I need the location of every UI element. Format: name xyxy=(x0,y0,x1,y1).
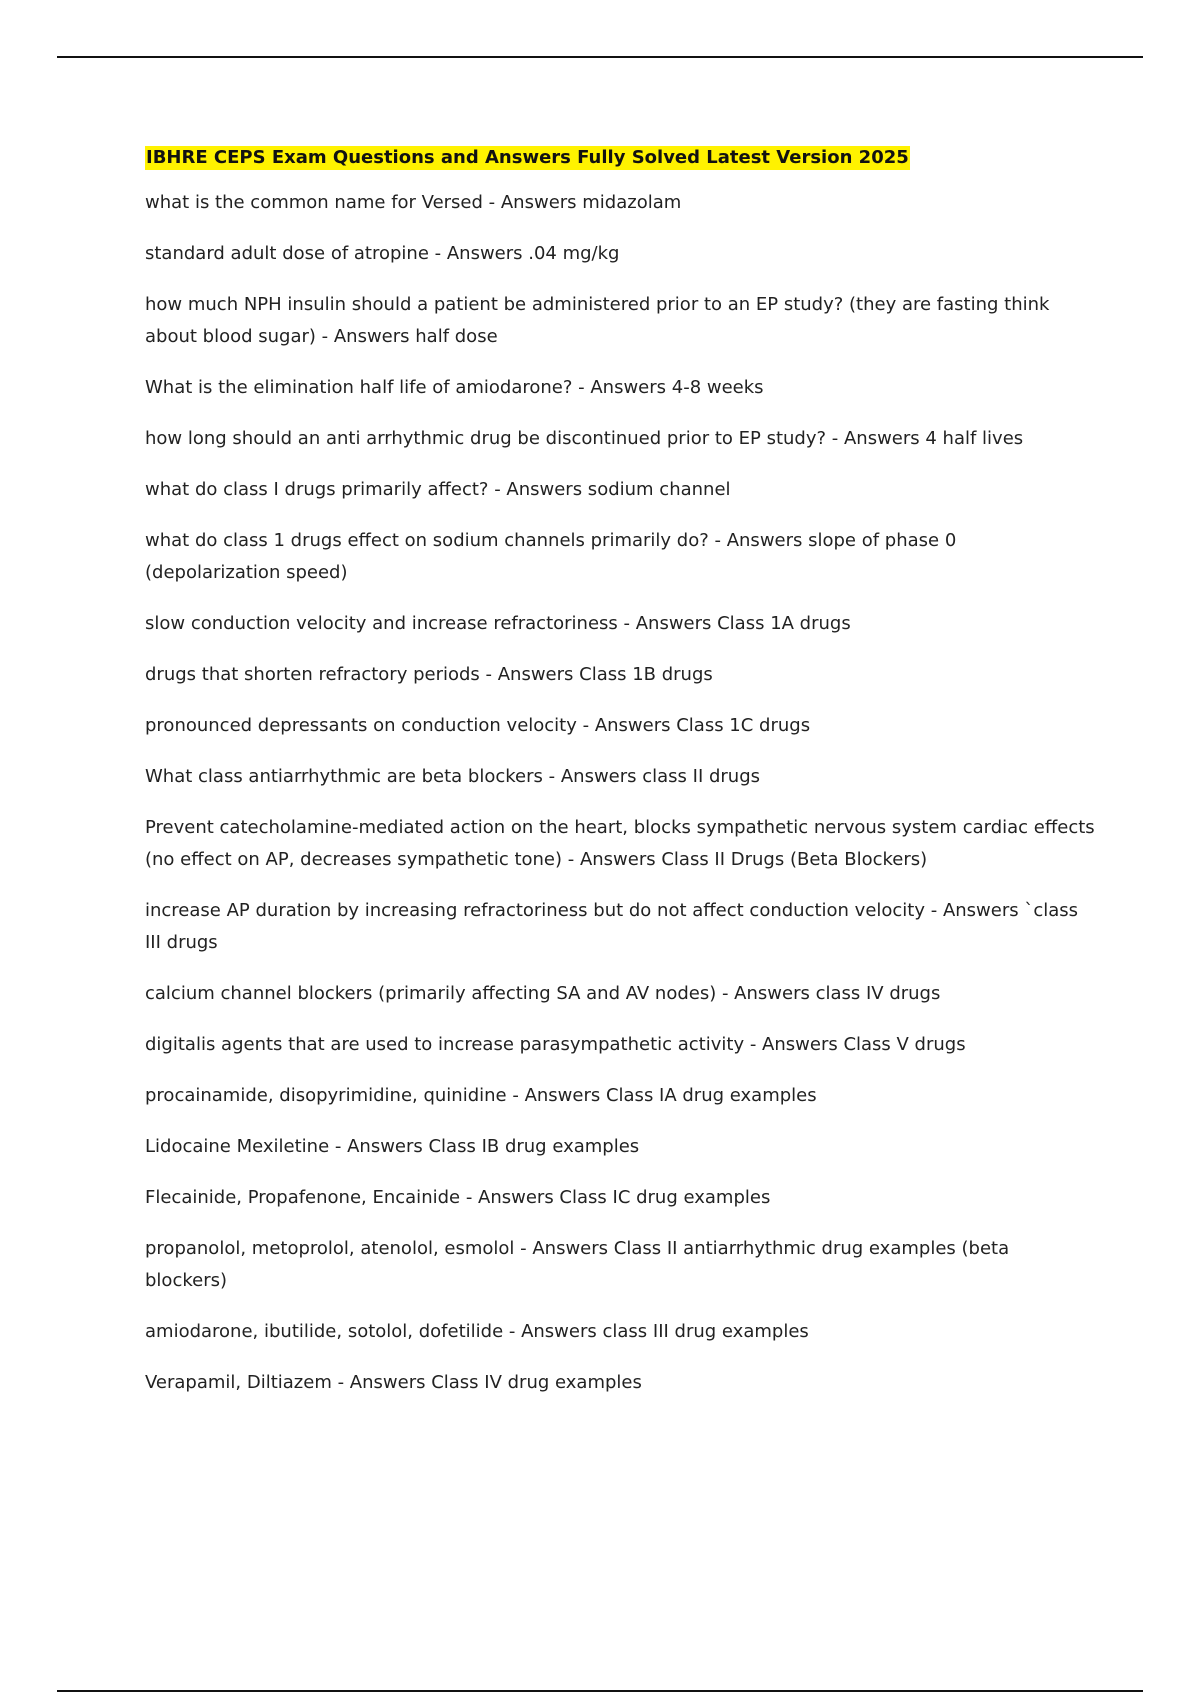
qa-item: what do class 1 drugs effect on sodium channels primarily do? - Answers slope of phase 0 (depolarization speed) xyxy=(145,530,957,583)
qa-item: digitalis agents that are used to increase parasympathetic activity - Answers Class V drugs xyxy=(145,1034,966,1055)
qa-item: propanolol, metoprolol, atenolol, esmolol - Answers Class II antiarrhythmic drug examples (beta blockers) xyxy=(145,1238,1010,1291)
qa-item: What class antiarrhythmic are beta blockers - Answers class II drugs xyxy=(145,766,761,787)
qa-list xyxy=(145,187,1095,1399)
qa-item: What is the elimination half life of amiodarone? - Answers 4-8 weeks xyxy=(145,377,764,398)
qa-item: how much NPH insulin should a patient be administered prior to an EP study? (they are fasting think about blood sugar) - Answers half dose xyxy=(145,294,1050,347)
document-body xyxy=(145,146,1095,1418)
qa-item: calcium channel blockers (primarily affecting SA and AV nodes) - Answers class IV drugs xyxy=(145,983,941,1004)
qa-item: drugs that shorten refractory periods - Answers Class 1B drugs xyxy=(145,664,713,685)
qa-item: what is the common name for Versed - Answers midazolam xyxy=(145,192,682,213)
qa-item: what do class I drugs primarily affect? - Answers sodium channel xyxy=(145,479,731,500)
qa-item: Prevent catecholamine-mediated action on the heart, blocks sympathetic nervous system cardiac effects (no effect on AP, decreases sympathetic tone) - Answers Class II Drugs (Beta Blockers) xyxy=(145,817,1095,870)
qa-item: pronounced depressants on conduction velocity - Answers Class 1C drugs xyxy=(145,715,811,736)
qa-item: increase AP duration by increasing refractoriness but do not affect conduction velocity - Answers `class III drugs xyxy=(145,900,1079,953)
qa-item: how long should an anti arrhythmic drug be discontinued prior to EP study? - Answers 4 half lives xyxy=(145,428,1024,449)
qa-item: Flecainide, Propafenone, Encainide - Answers Class IC drug examples xyxy=(145,1187,771,1208)
qa-item: procainamide, disopyrimidine, quinidine - Answers Class IA drug examples xyxy=(145,1085,817,1106)
document-title: IBHRE CEPS Exam Questions and Answers Fully Solved Latest Version 2025 xyxy=(146,147,909,168)
qa-item: standard adult dose of atropine - Answers .04 mg/kg xyxy=(145,243,620,264)
bottom-rule xyxy=(57,1690,1143,1692)
qa-item: Lidocaine Mexiletine - Answers Class IB drug examples xyxy=(145,1136,640,1157)
qa-item: Verapamil, Diltiazem - Answers Class IV drug examples xyxy=(145,1372,642,1393)
qa-item: amiodarone, ibutilide, sotolol, dofetilide - Answers class III drug examples xyxy=(145,1321,809,1342)
top-rule xyxy=(57,56,1143,58)
qa-item: slow conduction velocity and increase refractoriness - Answers Class 1A drugs xyxy=(145,613,851,634)
